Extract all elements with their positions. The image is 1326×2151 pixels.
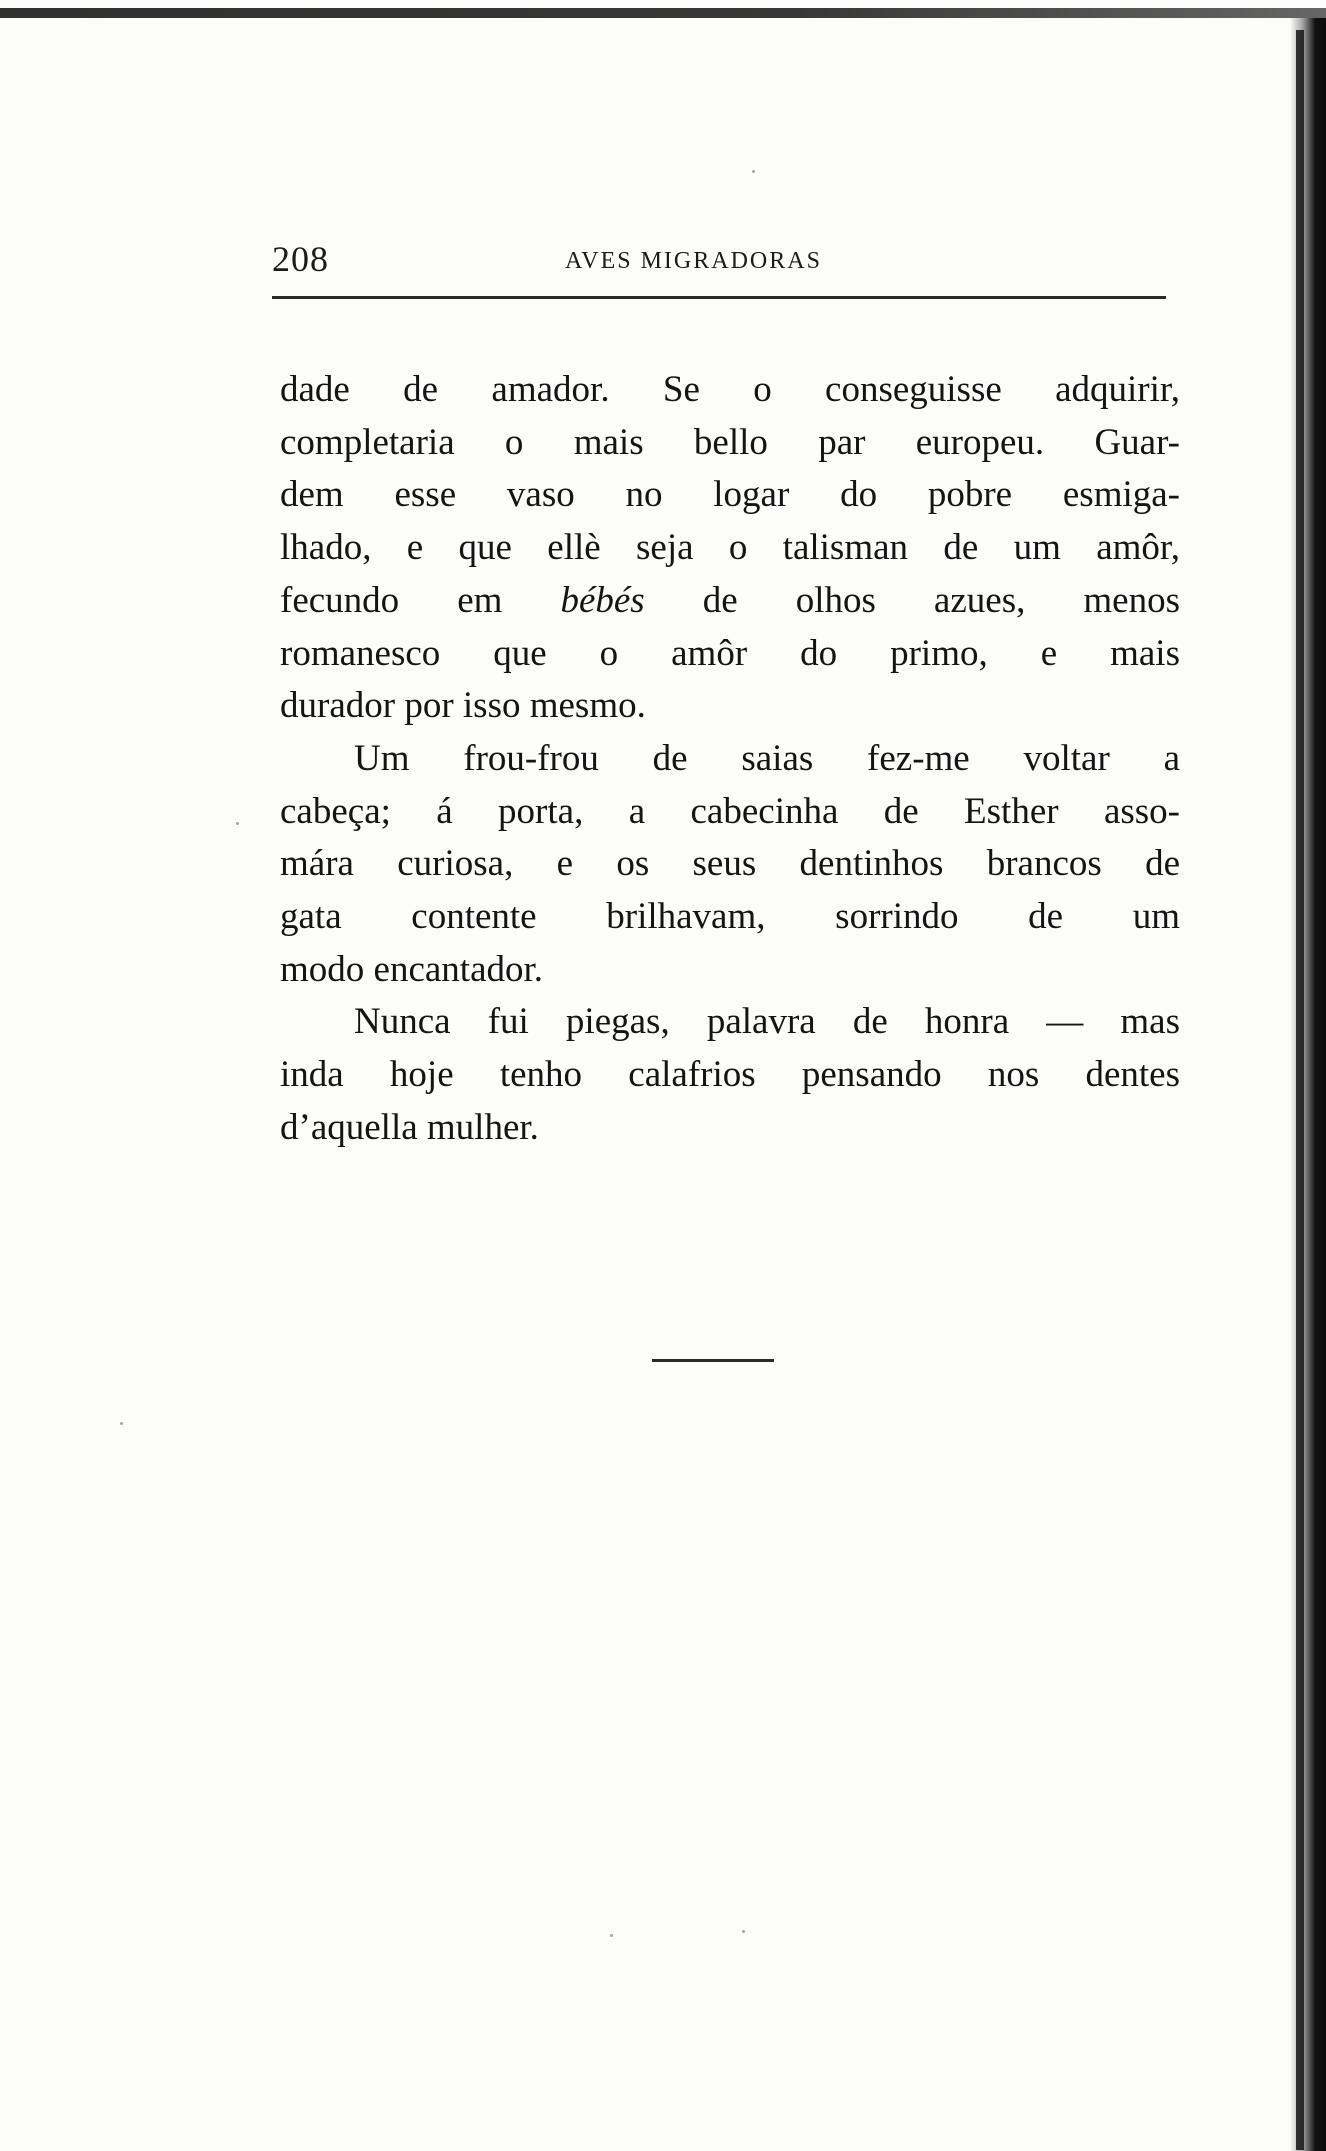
text-line: inda hoje tenho calafrios pensando nos dentes: [280, 1054, 1180, 1096]
text-line: dem esse vaso no logar do pobre esmiga-: [280, 474, 1180, 516]
paper-speck: [742, 1930, 745, 1933]
page-number: 208: [272, 239, 329, 279]
running-head: [270, 238, 1170, 288]
text-line: d’aquella mulher.: [280, 1106, 539, 1148]
text-line: Nunca fui piegas, palavra de honra — mas: [354, 1001, 1180, 1043]
text-line: cabeça; á porta, a cabecinha de Esther asso-: [280, 790, 1180, 832]
text-line: completaria o mais bello par europeu. Guar-: [280, 421, 1180, 463]
text-line: modo encantador.: [280, 948, 544, 990]
paper-speck: [752, 170, 755, 173]
body-text: [280, 364, 1180, 1155]
paper-speck: [610, 1934, 613, 1937]
text-line: romanesco que o amôr do primo, e mais: [280, 632, 1180, 674]
text-line: lhado, e que ellè seja o talisman de um amôr,: [280, 527, 1180, 569]
paragraph-3: [280, 996, 1180, 1154]
paper-speck: [120, 1422, 123, 1425]
text-line: gata contente brilhavam, sorrindo de um: [280, 896, 1180, 938]
section-end-rule: [652, 1359, 774, 1362]
paper-speck: [236, 822, 239, 825]
italic-word: bébés: [560, 579, 645, 621]
paragraph-2: [280, 733, 1180, 997]
header-rule: [272, 296, 1166, 299]
text-line: mára curiosa, e os seus dentinhos brancos de: [280, 843, 1180, 885]
text-line: Um frou-frou de saias fez-me voltar a: [354, 737, 1180, 779]
text-segment: de olhos azues, menos: [644, 579, 1180, 621]
running-title: AVES MIGRADORAS: [565, 248, 822, 274]
binding-gutter-line: [1296, 30, 1304, 2150]
text-line: durador por isso mesmo.: [280, 685, 646, 727]
text-line: dade de amador. Se o conseguisse adquirir,: [280, 369, 1180, 410]
page-top-edge: [0, 8, 1326, 18]
text-segment: fecundo em: [280, 579, 561, 621]
text-line: [280, 575, 1180, 628]
paragraph-1: [280, 364, 1180, 733]
